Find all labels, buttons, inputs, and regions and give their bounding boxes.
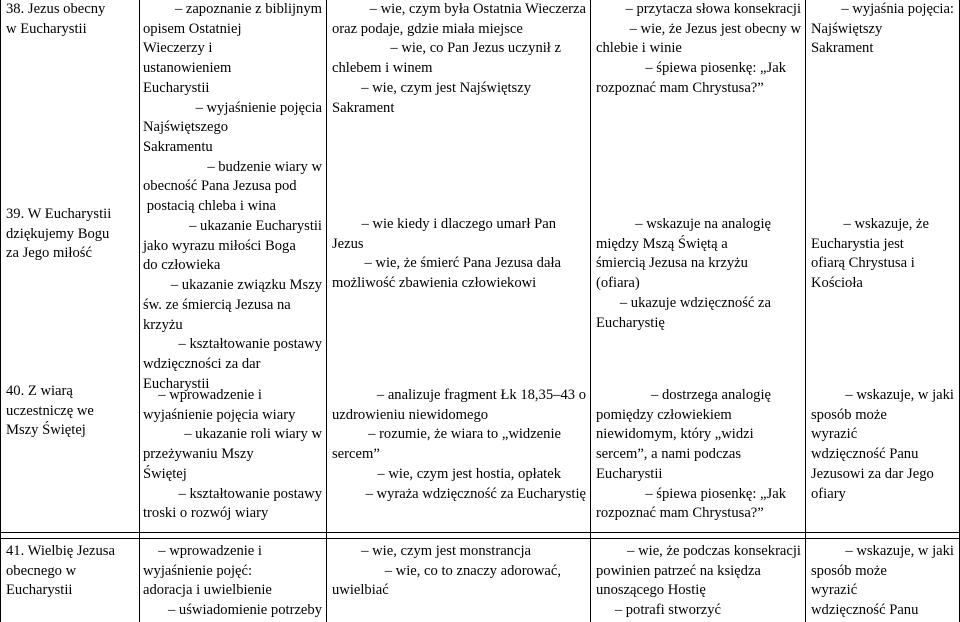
basic-requirements-40: – analizuje fragment Łk 18,35–43 o uzdrowieniu niewidomego – rozumie, że wiara to „widzenie sercem” – wie, czym jest hostia, opłatek – wyraża wdzięczność za Eucharystię <box>332 387 586 502</box>
extended-requirements-41: – wie, że podczas konsekracji powinien patrzeć na księdza unoszącego Hostię – potrafi stworzyć <box>596 543 801 619</box>
lesson-content-39: – ukazanie Eucharystii jako wyrazu miłości Boga do człowieka – ukazanie związku Mszy św. ze śmiercią Jezusa na krzyżu – kształtowanie postawy wdzięczności za dar Eucharystii <box>143 218 322 392</box>
lesson-content-40: – wprowadzenie i wyjaśnienie pojęcia wiary – ukazanie roli wiary w przeżywaniu Mszy Świętej – kształtowanie postawy troski o rozwój wiary <box>143 387 322 522</box>
row-border <box>0 532 960 533</box>
basic-requirements-41: – wie, czym jest monstrancja – wie, co to znaczy adorować, uwielbiać <box>332 543 561 599</box>
additional-requirements-40: – wskazuje, w jaki sposób może wyrazić wdzięczność Panu Jezusowi za dar Jego ofiary <box>811 387 954 502</box>
additional-requirements-41: – wskazuje, w jaki sposób może wyrazić wdzięczność Panu <box>811 543 954 619</box>
lesson-content-41: – wprowadzenie i wyjaśnienie pojęć: adoracja i uwielbienie – uświadomienie potrzeby <box>143 543 322 619</box>
additional-requirements-39: – wskazuje, że Eucharystia jest ofiarą Chrystusa i Kościoła <box>811 216 929 292</box>
column-border <box>326 0 327 622</box>
lesson-title-38: 38. Jezus obecny w Eucharystii <box>6 1 106 37</box>
column-border <box>139 0 140 622</box>
basic-requirements-39: – wie kiedy i dlaczego umarł Pan Jezus – wie, że śmierć Pana Jezusa dała możliwość zbawienia człowiekowi <box>332 216 561 292</box>
column-border <box>805 0 806 622</box>
row-border <box>0 538 960 539</box>
additional-requirements-38: – wyjaśnia pojęcia: Najświętszy Sakrament <box>811 1 954 57</box>
lesson-title-41: 41. Wielbię Jezusa obecnego w Eucharystii <box>6 543 115 599</box>
column-border <box>0 0 1 622</box>
extended-requirements-40: – dostrzega analogię pomiędzy człowiekiem niewidomym, który „widzi sercem”, a nami podczas Eucharystii – śpiewa piosenkę: „Jak rozpoznać mam Chrystusa?” <box>596 387 786 522</box>
lesson-title-39: 39. W Eucharystii dziękujemy Bogu za Jego miłość <box>6 206 112 262</box>
lesson-title-40: 40. Z wiarą uczestniczę we Mszy Świętej <box>6 383 94 439</box>
basic-requirements-38: – wie, czym była Ostatnia Wieczerza oraz podaje, gdzie miała miejsce – wie, co Pan Jezus uczynił z chlebem i winem – wie, czym jest Najświętszy Sakrament <box>332 1 586 116</box>
extended-requirements-39: – wskazuje na analogię między Mszą Świętą a śmiercią Jezusa na krzyżu (ofiara) – ukazuje wdzięczność za Eucharystię <box>596 216 771 331</box>
lesson-content-38: – zapoznanie z biblijnym opisem Ostatniej Wieczerzy i ustanowieniem Eucharystii – wyjaśnienie pojęcia Najświętszego Sakramentu – budzenie wiary w obecność Pana Jezusa pod postacią chleba i wina <box>143 1 322 215</box>
column-border <box>590 0 591 622</box>
extended-requirements-38: – przytacza słowa konsekracji – wie, że Jezus jest obecny w chlebie i winie – śpiewa piosenkę: „Jak rozpoznać mam Chrystusa?” <box>596 1 801 96</box>
